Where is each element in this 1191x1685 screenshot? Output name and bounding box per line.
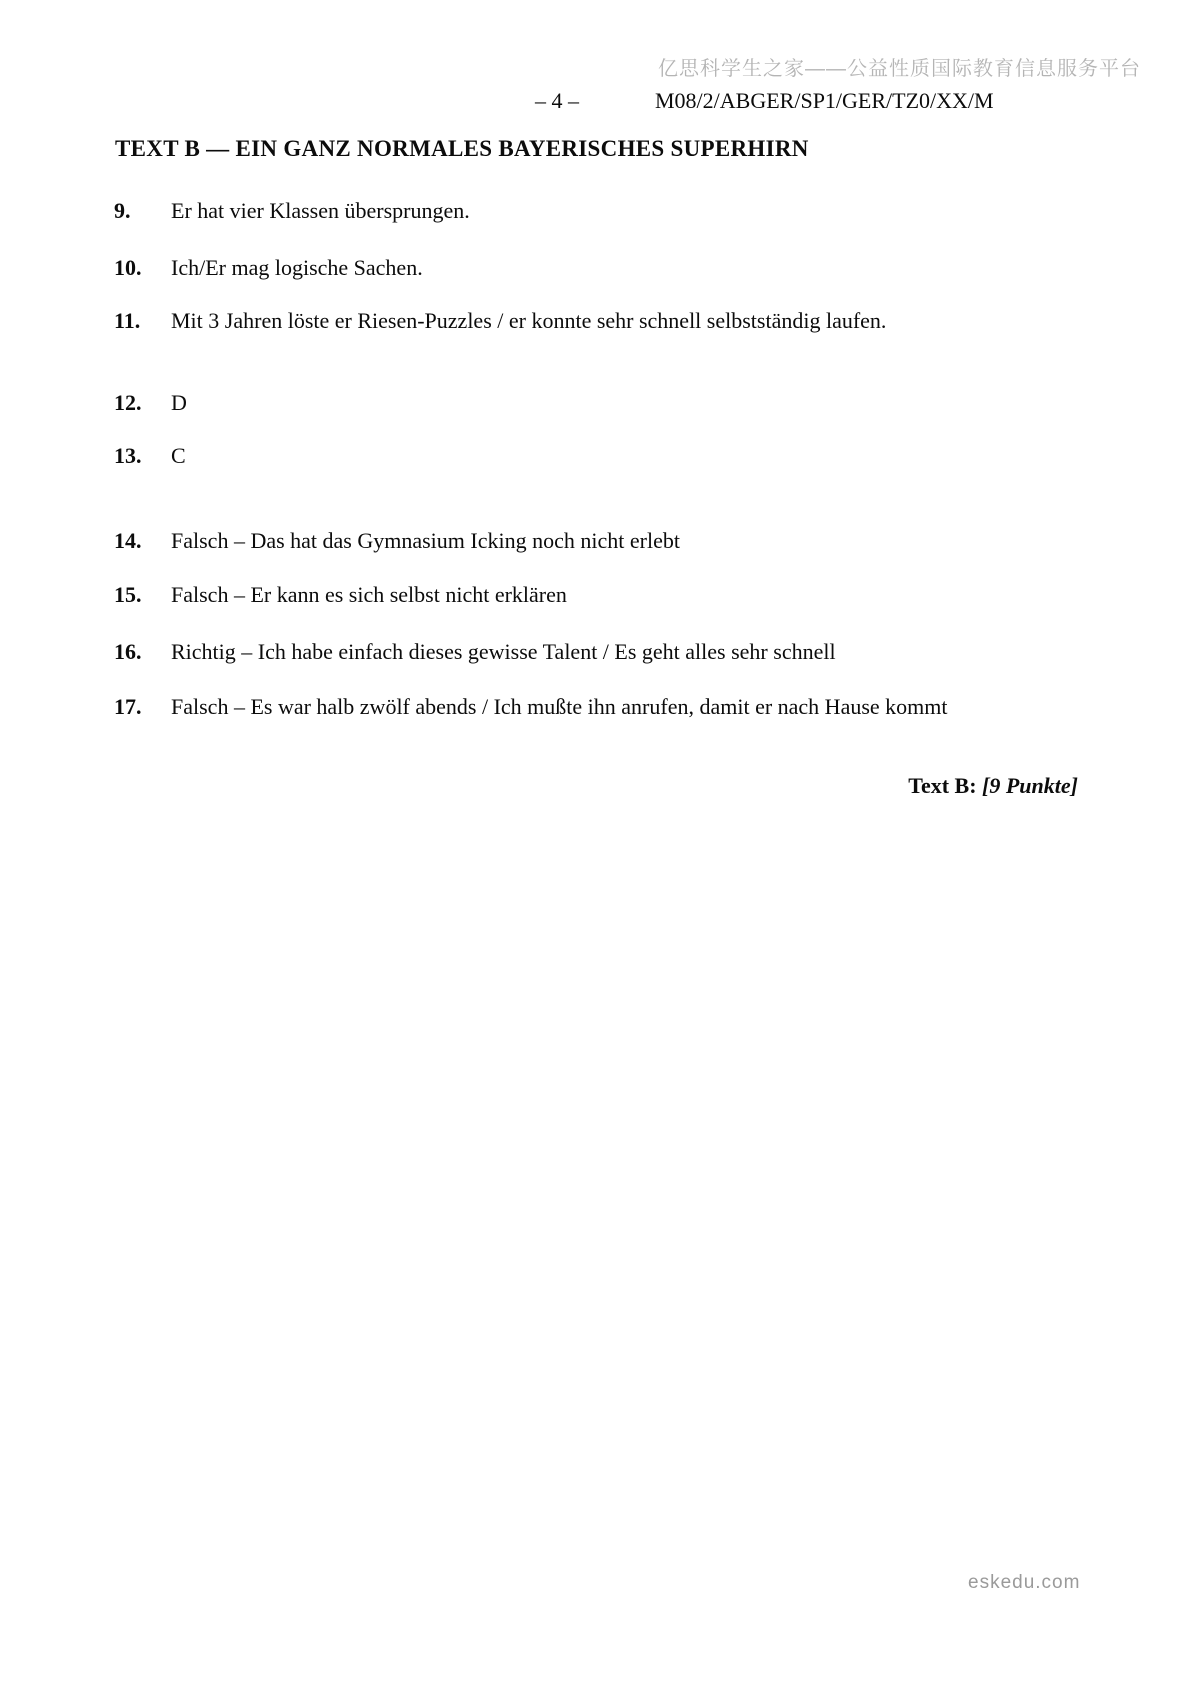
total-points: [9 Punkte] <box>982 773 1078 798</box>
section-total <box>908 773 1078 799</box>
answer-row <box>114 694 948 720</box>
answer-row <box>114 255 423 281</box>
document-code: M08/2/ABGER/SP1/GER/TZ0/XX/M <box>655 88 994 113</box>
answer-text: C <box>171 443 186 468</box>
answer-number: 11. <box>114 308 141 333</box>
answer-row <box>114 582 567 608</box>
answer-text: Er hat vier Klassen übersprungen. <box>171 198 470 223</box>
page-number: – 4 – <box>535 88 579 113</box>
answer-row <box>114 528 680 554</box>
answer-text: Falsch – Er kann es sich selbst nicht erklären <box>171 582 567 607</box>
answer-row <box>114 390 187 416</box>
total-label: Text B: <box>908 773 977 798</box>
section-title: TEXT B — EIN GANZ NORMALES BAYERISCHES SUPERHIRN <box>115 136 809 161</box>
footer-watermark: eskedu.com <box>968 1572 1081 1593</box>
header-watermark: 亿思科学生之家——公益性质国际教育信息服务平台 <box>658 58 1141 80</box>
answer-number: 13. <box>114 443 142 468</box>
answer-row <box>114 639 836 665</box>
answer-number: 15. <box>114 582 142 607</box>
answer-text: Richtig – Ich habe einfach dieses gewisse Talent / Es geht alles sehr schnell <box>171 639 836 664</box>
answer-number: 9. <box>114 198 131 223</box>
answer-row <box>114 198 470 224</box>
answer-number: 10. <box>114 255 142 280</box>
answer-row <box>114 443 186 469</box>
answer-text: Falsch – Es war halb zwölf abends / Ich mußte ihn anrufen, damit er nach Hause kommt <box>171 694 948 719</box>
answer-number: 17. <box>114 694 142 719</box>
answer-text: D <box>171 390 187 415</box>
answer-text: Mit 3 Jahren löste er Riesen-Puzzles / er konnte sehr schnell selbstständig laufen. <box>171 308 887 333</box>
answer-number: 14. <box>114 528 142 553</box>
answer-text: Ich/Er mag logische Sachen. <box>171 255 423 280</box>
answer-row <box>114 308 886 334</box>
answer-number: 16. <box>114 639 142 664</box>
answer-number: 12. <box>114 390 142 415</box>
answer-text: Falsch – Das hat das Gymnasium Icking noch nicht erlebt <box>171 528 680 553</box>
